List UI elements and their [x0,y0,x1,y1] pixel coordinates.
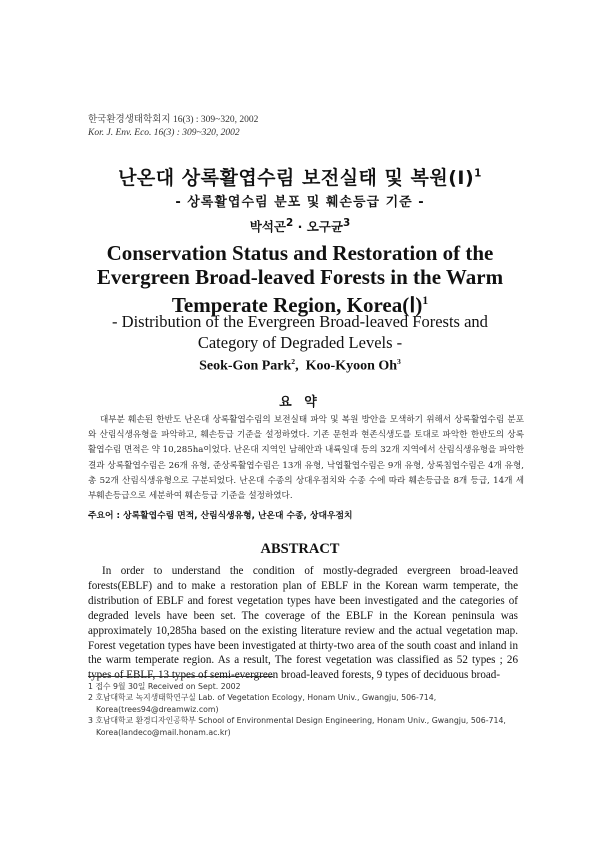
footnote-divider [88,676,273,677]
korean-authors [0,217,600,235]
english-author-2: Koo-Kyoon Oh [305,358,398,374]
english-subtitle-line-1: - Distribution of the Evergreen Broad-leaved Forests and [112,312,488,331]
english-title [0,241,600,317]
korean-subtitle: - 상록활엽수림 분포 및 훼손등급 기준 - [175,195,425,210]
author-separator: · [293,219,307,235]
korean-abstract-body: 대부분 훼손된 한반도 난온대 상록활엽수림의 보전실태 파악 및 복원 방안을 모색하기 위해서 상록활엽수림 분포와 산림식생유형을 파악하고, 훼손등급 기준을 설정하였다. 기존 문헌과 현존식생도를 토대로 파악한 한반도의 상록활엽수림 면적은 약 10,285ha이었다. 난온대 지역인 남해안과 내륙일대 등의 32개 지역에서 산림식생유형을 파악한 결과 상록활엽수림은 26개 유형, 준상록활엽수림은 13개 유형, 낙엽활엽수림은 9개 유형, 상록침엽수림은 4개 유형, 총 52개 산림식생유형으로 구분되었다. 난온대 수종의 상대우점치와 수종 수에 따라 훼손등급을 8개 등급, 14개 세부훼손등급으로 세분하여 훼손등급 기준을 설정하였다. [88,415,524,502]
english-title-footnote-mark: 1 [422,295,429,307]
english-subtitle-line-2: Category of Degraded Levels - [197,333,403,352]
keywords [88,508,524,521]
english-subtitle [0,311,600,353]
footnote-1: 1 접수 9월 30일 Received on Sept. 2002 [88,682,241,691]
korean-abstract-heading: 요 약 [279,395,321,410]
korean-author-2: 오구균 [306,219,343,235]
english-author-1-mark: 2 [291,357,296,366]
korean-author-1: 박석곤 [249,219,287,235]
english-authors [0,357,600,375]
korean-author-2-mark: 3 [342,217,351,229]
footnotes [88,681,524,738]
journal-citation-kr: 한국환경생태학회지 16(3) : 309~320, 2002 [88,115,259,125]
korean-title [0,163,600,190]
keywords-label: 주요어 : [88,511,121,521]
footnote-3: 3 호남대학교 환경디자인공학부 School of Environmental Design Engineering, Honam Univ., Gwangju, 506-714, Korea(landeco@mail.honam.ac.kr) [88,716,506,737]
english-author-separator: , [295,358,306,374]
english-title-line-2: Evergreen Broad-leaved Forests in the Warm [96,265,504,289]
english-abstract-heading: ABSTRACT [260,541,340,557]
footnote-2: 2 호남대학교 녹지생태학연구실 Lab. of Vegetation Ecology, Honam Univ., Gwangju, 506-714, Korea(trees94@dreamwiz.com) [88,693,437,714]
english-author-1: Seok-Gon Park [199,358,292,374]
korean-author-1-mark: 2 [286,217,294,229]
english-title-line-1: Conservation Status and Restoration of the [106,241,494,265]
korean-title-text: 난온대 상록활엽수림 보전실태 및 복원(Ⅰ) [118,167,475,189]
english-abstract-body: In order to understand the condition of mostly-degraded evergreen broad-leaved forests(EBLF) and to make a restoration plan of EBLF in the Korean warm temperate, the distribution of EBLF and forest vegetation types have been investigated and the categories of degraded levels have been set. The coverage of the EBLF in the Korean peninsula was approximately 10,285ha based on the existing literature review and the actual vegetation map. Forest vegetation types have been investigated at thirty-two area of the south coast and inland in the warm temperate region. As a result, The forest vegetation was classified as 52 types ; 26 types of EBLF, 13 types of semi-evergreen broad-leaved forests, 9 types of deciduous broad- [88,565,518,682]
english-title-line-3: Temperate Region, Korea(Ⅰ) [171,293,423,317]
english-author-2-mark: 3 [397,357,401,366]
journal-citation-en: Kor. J. Env. Eco. 16(3) : 309~320, 2002 [88,128,240,138]
korean-title-footnote-mark: 1 [474,167,482,180]
journal-citation [88,114,258,140]
keywords-terms: 상록활엽수림 면적, 산림식생유형, 난온대 수종, 상대우점치 [123,511,353,521]
